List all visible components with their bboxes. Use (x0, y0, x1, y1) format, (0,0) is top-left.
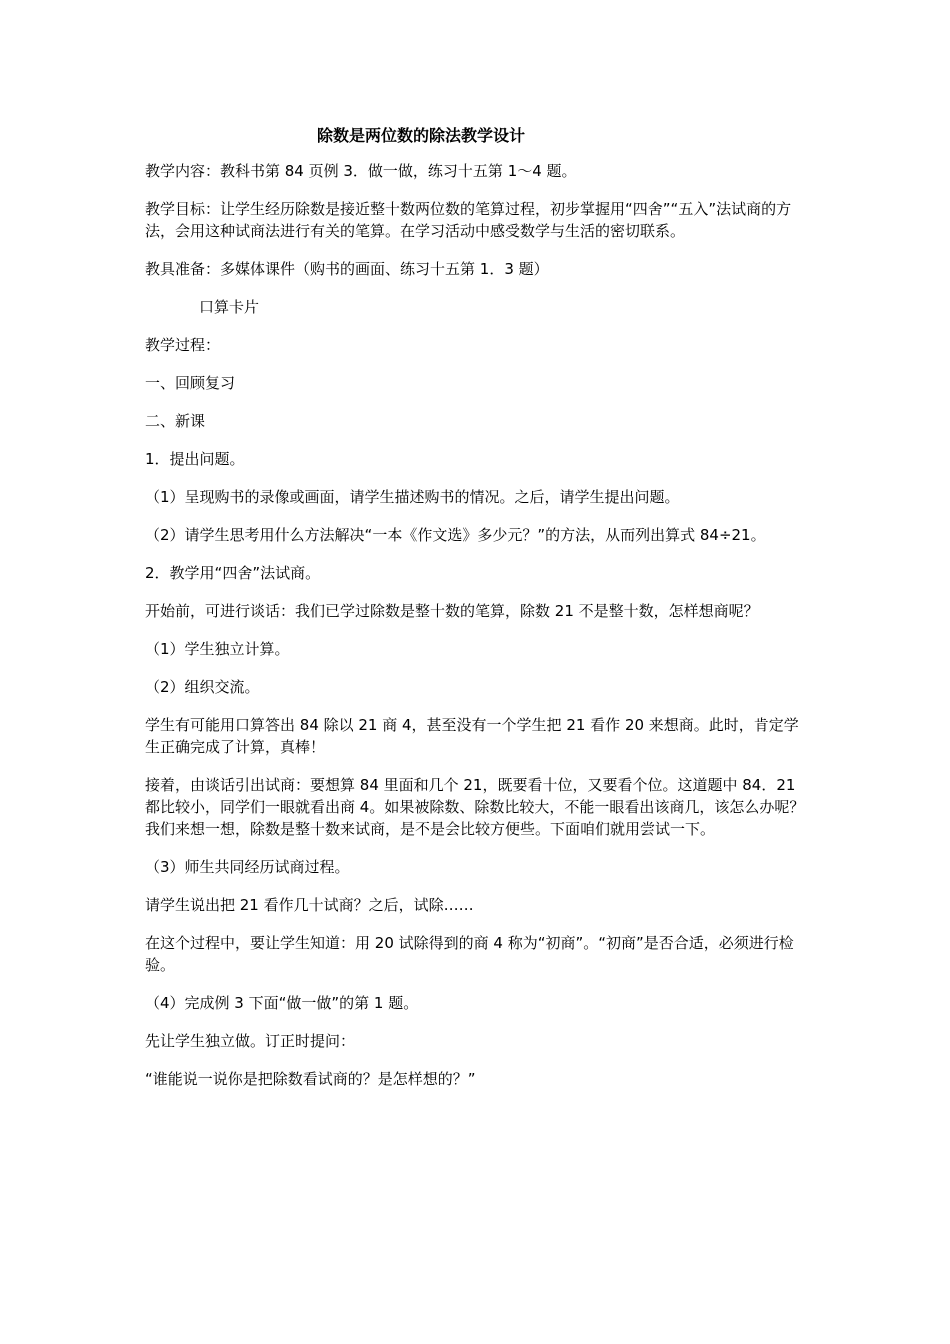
step-2-heading: 2．教学用“四舍”法试商。 (145, 564, 321, 582)
paragraph-intro-talk: 开始前，可进行谈话：我们已学过除数是整十数的笔算，除数 21 不是整十数，怎样想商呢？ (145, 602, 759, 620)
section-review-heading: 一、回顾复习 (145, 374, 236, 392)
step-2-item-3: （3）师生共同经历试商过程。 (145, 858, 350, 876)
paragraph-trial-division: 请学生说出把 21 看作几十试商？之后，试除…… (145, 896, 474, 914)
step-2-item-2: （2）组织交流。 (145, 678, 260, 696)
paragraph-materials: 教具准备：多媒体课件（购书的画面、练习十五第 1．3 题） (145, 260, 549, 278)
document-title: 除数是两位数的除法教学设计 (316, 126, 525, 145)
paragraph-content: 教学内容：教科书第 84 页例 3．做一做，练习十五第 1～4 题。 (145, 162, 577, 180)
step-2-item-1: （1）学生独立计算。 (145, 640, 290, 658)
paragraph-trial-quotient: 接着，由谈话引出试商：要想算 84 里面和几个 21，既要看十位，又要看个位。这道题中 84．21 都比较小，同学们一眼就看出商 4。如果被除数、除数比较大，不能一眼看出该商几，该怎么办呢？我们来想一想，除数是整十数来试商，是不是会比较方便些。下面咱们就用尝试一下。 (145, 776, 805, 838)
step-1-item-1: （1）呈现购书的录像或画面，请学生描述购书的情况。之后，请学生提出问题。 (145, 488, 680, 506)
section-new-lesson-heading: 二、新课 (145, 412, 206, 430)
paragraph-question: “谁能说一说你是把除数看试商的？是怎样想的？” (145, 1070, 476, 1088)
step-1-item-2: （2）请学生思考用什么方法解决“一本《作文选》多少元？”的方法，从而列出算式 84÷21。 (145, 526, 766, 544)
paragraph-objectives: 教学目标：让学生经历除数是接近整十数两位数的笔算过程，初步掌握用“四舍”“五入”法试商的方法，会用这种试商法进行有关的笔算。在学习活动中感受数学与生活的密切联系。 (145, 200, 792, 240)
step-2-item-4: （4）完成例 3 下面“做一做”的第 1 题。 (145, 994, 419, 1012)
document-body (145, 160, 805, 1106)
paragraph-student-answer: 学生有可能用口算答出 84 除以 21 商 4，甚至没有一个学生把 21 看作 20 来想商。此时，肯定学生正确完成了计算，真棒！ (145, 716, 799, 756)
paragraph-materials-cards: 口算卡片 (199, 298, 260, 316)
paragraph-independent-work: 先让学生独立做。订正时提问： (145, 1032, 356, 1050)
paragraph-process-heading: 教学过程： (145, 336, 221, 354)
step-1-heading: 1．提出问题。 (145, 450, 245, 468)
paragraph-initial-quotient: 在这个过程中，要让学生知道：用 20 试除得到的商 4 称为“初商”。“初商”是否合适，必须进行检验。 (145, 934, 794, 974)
